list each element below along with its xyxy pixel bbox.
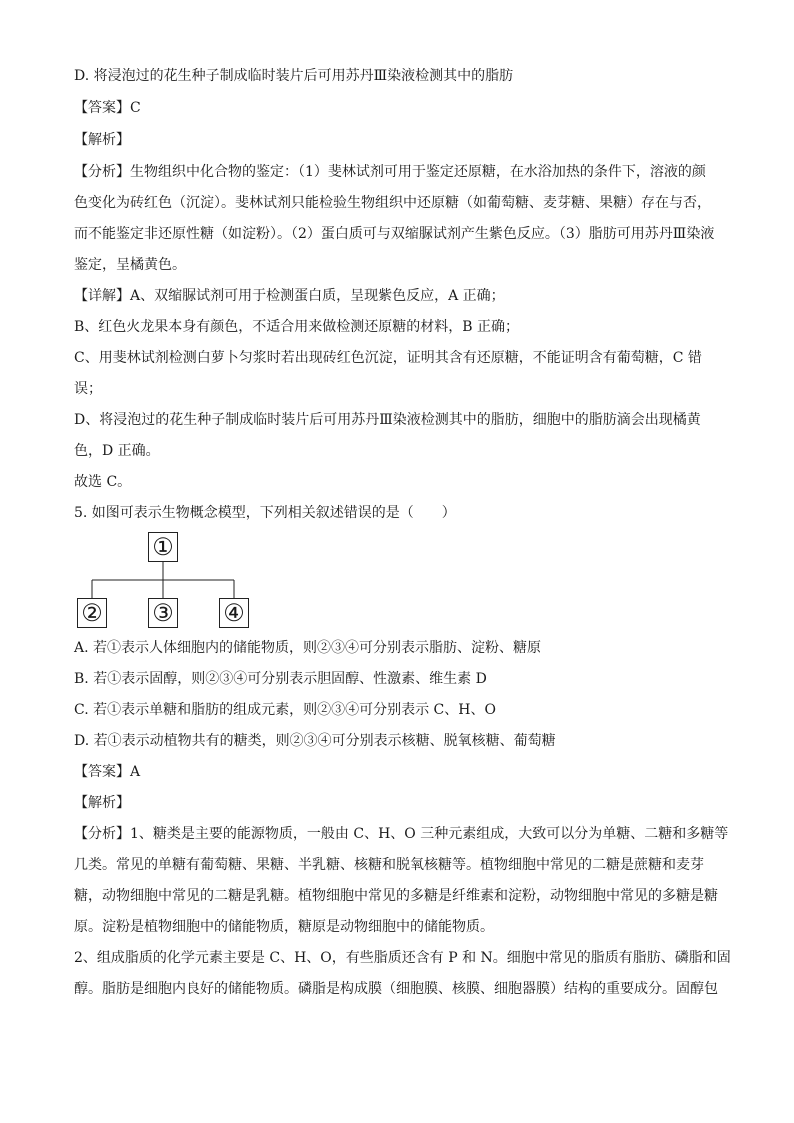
question-5-option-a: A. 若①表示人体细胞内的储能物质，则②③④可分别表示脂肪、淀粉、糖原 bbox=[74, 640, 542, 656]
prev-analysis-line: 而不能鉴定非还原性糖（如淀粉）。（2）蛋白质可与双缩脲试剂产生紫色反应。（3）脂肪可用苏丹Ⅲ染液 bbox=[74, 226, 715, 242]
diagram-node-top bbox=[148, 532, 178, 562]
question-5-option-c: C. 若①表示单糖和脂肪的组成元素，则②③④可分别表示 C、H、O bbox=[74, 702, 496, 718]
node-label: ① bbox=[152, 533, 174, 561]
prev-detail-line: 故选 C。 bbox=[74, 474, 132, 490]
prev-analysis-line: 鉴定，呈橘黄色。 bbox=[74, 257, 186, 273]
prev-detail-line: 【详解】A、双缩脲试剂可用于检测蛋白质，呈现紫色反应，A 正确； bbox=[74, 288, 505, 304]
node-label: ④ bbox=[223, 599, 245, 627]
diagram-node-child bbox=[77, 598, 107, 628]
question-5-stem: 5. 如图可表示生物概念模型，下列相关叙述错误的是（ ） bbox=[74, 505, 456, 521]
node-label: ③ bbox=[152, 599, 174, 627]
prev-detail-line: D、将浸泡过的花生种子制成临时装片后可用苏丹Ⅲ染液检测其中的脂肪，细胞中的脂肪滴会出现橘黄 bbox=[74, 412, 701, 428]
question-5-option-d: D. 若①表示动植物共有的糖类，则②③④可分别表示核糖、脱氧核糖、葡萄糖 bbox=[74, 733, 556, 749]
q5-analysis-line: 原。淀粉是植物细胞中的储能物质，糖原是动物细胞中的储能物质。 bbox=[74, 919, 494, 935]
diagram-node-child bbox=[219, 598, 249, 628]
q5-analysis-line: 几类。常见的单糖有葡萄糖、果糖、半乳糖、核糖和脱氧核糖等。植物细胞中常见的二糖是蔗糖和麦芽 bbox=[74, 857, 704, 873]
prev-analysis-line: 色变化为砖红色（沉淀）。斐林试剂只能检验生物组织中还原糖（如葡萄糖、麦芽糖、果糖）存在与否， bbox=[74, 195, 711, 211]
prev-detail-line: 色，D 正确。 bbox=[74, 443, 160, 459]
prev-analysis-label: 【解析】 bbox=[74, 132, 130, 148]
prev-detail-line: C、用斐林试剂检测白萝卜匀浆时若出现砖红色沉淀，证明其含有还原糖，不能证明含有葡萄糖，C 错 bbox=[74, 350, 702, 366]
prev-detail-line: B、红色火龙果本身有颜色，不适合用来做检测还原糖的材料，B 正确； bbox=[74, 319, 520, 335]
q5-analysis-line: 2、组成脂质的化学元素主要是 C、H、O，有些脂质还含有 P 和 N。细胞中常见的脂质有脂肪、磷脂和固 bbox=[74, 950, 731, 966]
q5-analysis-line: 糖，动物细胞中常见的二糖是乳糖。植物细胞中常见的多糖是纤维素和淀粉，动物细胞中常见的多糖是糖 bbox=[74, 888, 718, 904]
prev-detail-line: 误； bbox=[74, 381, 102, 397]
question-5-analysis-label: 【解析】 bbox=[74, 795, 130, 811]
q5-analysis-line: 【分析】1、糖类是主要的能源物质，一般由 C、H、O 三种元素组成，大致可以分为单糖、二糖和多糖等 bbox=[74, 826, 729, 842]
prev-analysis-line: 【分析】生物组织中化合物的鉴定：（1）斐林试剂可用于鉴定还原糖，在水浴加热的条件下，溶液的颜 bbox=[74, 164, 706, 180]
diagram-node-child bbox=[148, 598, 178, 628]
question-5-option-b: B. 若①表示固醇，则②③④可分别表示胆固醇、性激素、维生素 D bbox=[74, 671, 487, 687]
q5-analysis-line: 醇。脂肪是细胞内良好的储能物质。磷脂是构成膜（细胞膜、核膜、细胞器膜）结构的重要成分。固醇包 bbox=[74, 981, 718, 997]
question-5-answer: 【答案】A bbox=[74, 764, 141, 780]
prev-option-d: D. 将浸泡过的花生种子制成临时装片后可用苏丹Ⅲ染液检测其中的脂肪 bbox=[74, 68, 514, 84]
node-label: ② bbox=[81, 599, 103, 627]
concept-model-diagram bbox=[74, 530, 274, 634]
prev-answer: 【答案】C bbox=[74, 100, 141, 116]
